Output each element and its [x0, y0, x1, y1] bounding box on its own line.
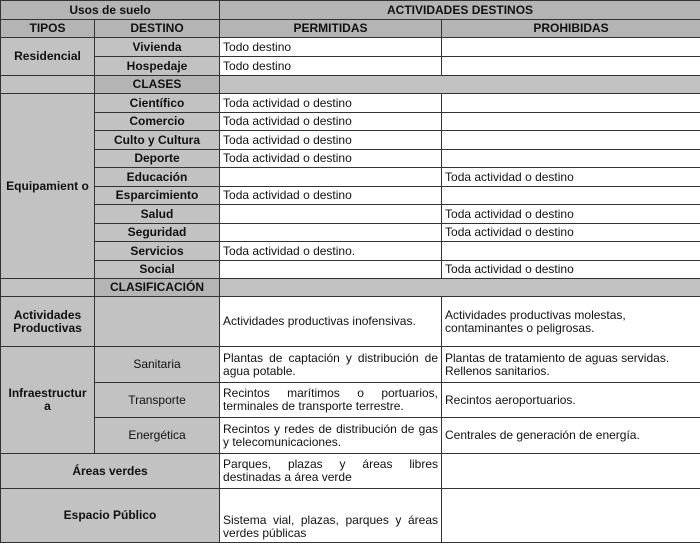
header-row-1	[1, 1, 700, 20]
permitidas-cell	[220, 261, 442, 279]
destino-cell: Sanitaria	[95, 347, 220, 383]
permitidas-header: PERMITIDAS	[220, 20, 442, 38]
prohibidas-cell	[442, 489, 700, 543]
permitidas-cell: Toda actividad o destino	[220, 113, 442, 131]
table-row	[1, 454, 700, 489]
destino-cell: Comercio	[95, 113, 220, 131]
prohibidas-cell: Toda actividad o destino	[442, 224, 700, 242]
tipos-header: TIPOS	[1, 20, 95, 38]
table-row	[1, 131, 700, 150]
destino-cell: Deporte	[95, 150, 220, 168]
destino-cell: Seguridad	[95, 224, 220, 242]
destino-cell: Transporte	[95, 383, 220, 418]
permitidas-cell	[220, 224, 442, 242]
destino-cell: Esparcimiento	[95, 187, 220, 205]
prohibidas-header: PROHIBIDAS	[442, 20, 700, 38]
destino-cell: Educación	[95, 168, 220, 187]
table-row	[1, 224, 700, 242]
prohibidas-cell: Toda actividad o destino	[442, 168, 700, 187]
section-row-clasificacion	[1, 279, 700, 297]
destino-cell: Hospedaje	[95, 57, 220, 76]
table-row	[1, 168, 700, 187]
destino-cell: Servicios	[95, 242, 220, 261]
permitidas-cell: Recintos y redes de distribución de gas y telecomunicaciones.	[220, 418, 442, 454]
table-row	[1, 418, 700, 454]
table-row	[1, 38, 700, 57]
table-row	[1, 347, 700, 383]
table-row	[1, 297, 700, 347]
table-row	[1, 489, 700, 543]
permitidas-cell	[220, 168, 442, 187]
clases-header: CLASES	[95, 76, 220, 94]
clases-fill	[220, 76, 700, 94]
destino-cell: Energética	[95, 418, 220, 454]
header-row-2	[1, 20, 700, 38]
prohibidas-cell: Toda actividad o destino	[442, 261, 700, 279]
prohibidas-cell	[442, 57, 700, 76]
destino-cell: Vivienda	[95, 38, 220, 57]
permitidas-cell: Toda actividad o destino	[220, 187, 442, 205]
tipo-areas-verdes: Áreas verdes	[1, 454, 220, 489]
section-row-clases	[1, 76, 700, 94]
prohibidas-cell	[442, 242, 700, 261]
table-row	[1, 242, 700, 261]
table-row	[1, 94, 700, 113]
permitidas-cell: Actividades productivas inofensivas.	[220, 297, 442, 347]
actividades-destinos-header: ACTIVIDADES DESTINOS	[220, 1, 700, 20]
tipo-actividades-productivas: Actividades Productivas	[1, 297, 95, 347]
table-row	[1, 383, 700, 418]
destino-header: DESTINO	[95, 20, 220, 38]
permitidas-cell: Parques, plazas y áreas libres destinadas a área verde	[220, 454, 442, 489]
table-row	[1, 187, 700, 205]
table-row	[1, 261, 700, 279]
permitidas-cell: Todo destino	[220, 38, 442, 57]
table-row	[1, 205, 700, 224]
prohibidas-cell	[442, 187, 700, 205]
permitidas-cell: Toda actividad o destino	[220, 150, 442, 168]
prohibidas-cell	[442, 454, 700, 489]
prohibidas-cell	[442, 150, 700, 168]
permitidas-cell: Toda actividad o destino	[220, 131, 442, 150]
prohibidas-cell: Actividades productivas molestas, contaminantes o peligrosas.	[442, 297, 700, 347]
tipo-espacio-publico: Espacio Público	[1, 489, 220, 543]
prohibidas-cell: Centrales de generación de energía.	[442, 418, 700, 454]
permitidas-cell: Recintos marítimos o portuarios, terminales de transporte terrestre.	[220, 383, 442, 418]
permitidas-cell: Toda actividad o destino	[220, 94, 442, 113]
destino-cell: Social	[95, 261, 220, 279]
table-row	[1, 113, 700, 131]
prohibidas-cell	[442, 94, 700, 113]
table-row	[1, 57, 700, 76]
prohibidas-cell	[442, 131, 700, 150]
tipo-equipamiento: Equipamient o	[1, 94, 95, 279]
destino-cell: Científico	[95, 94, 220, 113]
prohibidas-cell: Plantas de tratamiento de aguas servidas. Rellenos sanitarios.	[442, 347, 700, 383]
clasificacion-fill	[220, 279, 700, 297]
prohibidas-cell: Recintos aeroportuarios.	[442, 383, 700, 418]
destino-cell: Salud	[95, 205, 220, 224]
clases-spacer	[1, 76, 95, 94]
permitidas-cell: Sistema vial, plazas, parques y áreas verdes públicas	[220, 489, 442, 543]
clasificacion-spacer	[1, 279, 95, 297]
tipo-residencial: Residencial	[1, 38, 95, 76]
permitidas-cell: Toda actividad o destino.	[220, 242, 442, 261]
table-row	[1, 150, 700, 168]
tipo-infraestructura: Infraestructur a	[1, 347, 95, 454]
prohibidas-cell: Toda actividad o destino	[442, 205, 700, 224]
permitidas-cell	[220, 205, 442, 224]
destino-cell: Culto y Cultura	[95, 131, 220, 150]
prohibidas-cell	[442, 38, 700, 57]
clasificacion-header: CLASIFICACIÓN	[95, 279, 220, 297]
destino-cell	[95, 297, 220, 347]
usos-de-suelo-header: Usos de suelo	[1, 1, 220, 20]
permitidas-cell: Plantas de captación y distribución de agua potable.	[220, 347, 442, 383]
permitidas-cell: Todo destino	[220, 57, 442, 76]
prohibidas-cell	[442, 113, 700, 131]
